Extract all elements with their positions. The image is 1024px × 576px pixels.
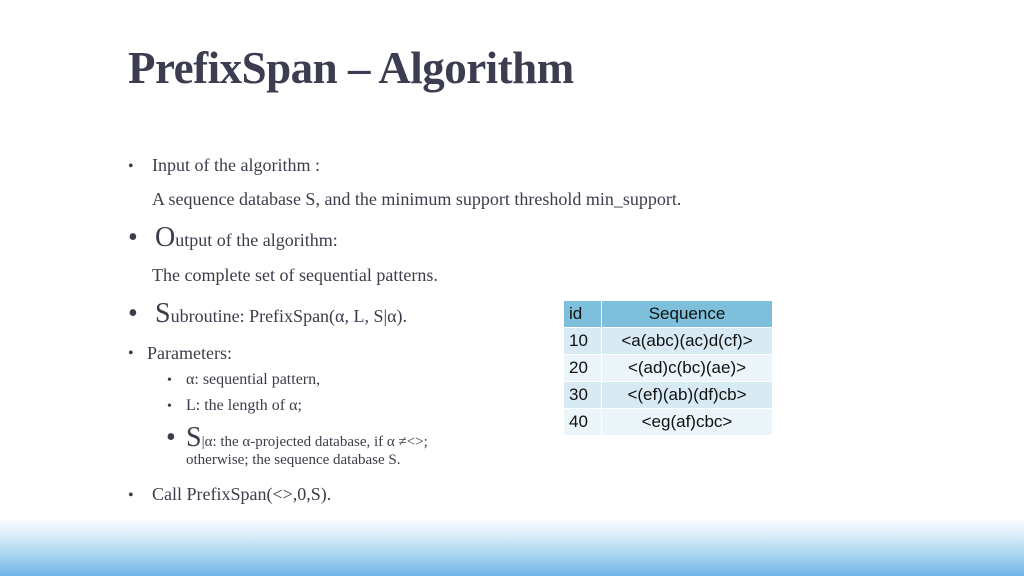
row-sequence: <a(abc)(ac)d(cf)>: [602, 328, 773, 355]
slide-title: PrefixSpan – Algorithm: [128, 43, 574, 93]
table-header-row: [564, 301, 773, 328]
param-length: L: the length of α;: [186, 397, 302, 414]
bullet-marker: •: [128, 487, 134, 504]
table-row: [564, 382, 773, 409]
row-sequence: <(ad)c(bc)(ae)>: [602, 355, 773, 382]
call-line: Call PrefixSpan(<>,0,S).: [152, 484, 332, 504]
table-row: [564, 328, 773, 355]
output-detail: The complete set of sequential patterns.: [152, 265, 438, 285]
output-label: [155, 222, 338, 254]
row-id: 10: [564, 328, 602, 355]
row-id: 20: [564, 355, 602, 382]
output-initial: O: [155, 222, 176, 253]
subroutine-label: [155, 298, 407, 330]
param-s-line2: otherwise; the sequence database S.: [186, 452, 401, 468]
header-id: id: [564, 301, 602, 328]
subroutine-initial: S: [155, 298, 171, 329]
row-id: 40: [564, 409, 602, 436]
bullet-marker: •: [167, 399, 172, 414]
footer-gradient-band: [0, 518, 1024, 576]
row-sequence: <eg(af)cbc>: [602, 409, 773, 436]
header-sequence: Sequence: [602, 301, 773, 328]
output-label-rest: utput of the algorithm:: [175, 230, 338, 250]
param-alpha: α: sequential pattern,: [186, 371, 321, 388]
bullet-marker: •: [167, 373, 172, 388]
bullet-marker: •: [128, 158, 134, 175]
param-s-rest: |α: the α-projected database, if α ≠<>;: [201, 434, 428, 450]
param-s-initial: S: [186, 422, 202, 453]
table-row: [564, 355, 773, 382]
bullet-marker: •: [128, 345, 134, 362]
subroutine-label-rest: ubroutine: PrefixSpan(α, L, S|α).: [170, 306, 408, 326]
bullet-marker: •: [166, 422, 176, 453]
sequence-table: [563, 300, 773, 436]
table-row: [564, 409, 773, 436]
param-projected-db: [186, 422, 428, 454]
input-label: Input of the algorithm :: [152, 155, 320, 175]
input-detail: A sequence database S, and the minimum support threshold min_support.: [152, 189, 682, 209]
bullet-marker: •: [128, 298, 138, 329]
parameters-label: Parameters:: [147, 343, 232, 363]
bullet-marker: •: [128, 222, 138, 253]
row-id: 30: [564, 382, 602, 409]
row-sequence: <(ef)(ab)(df)cb>: [602, 382, 773, 409]
